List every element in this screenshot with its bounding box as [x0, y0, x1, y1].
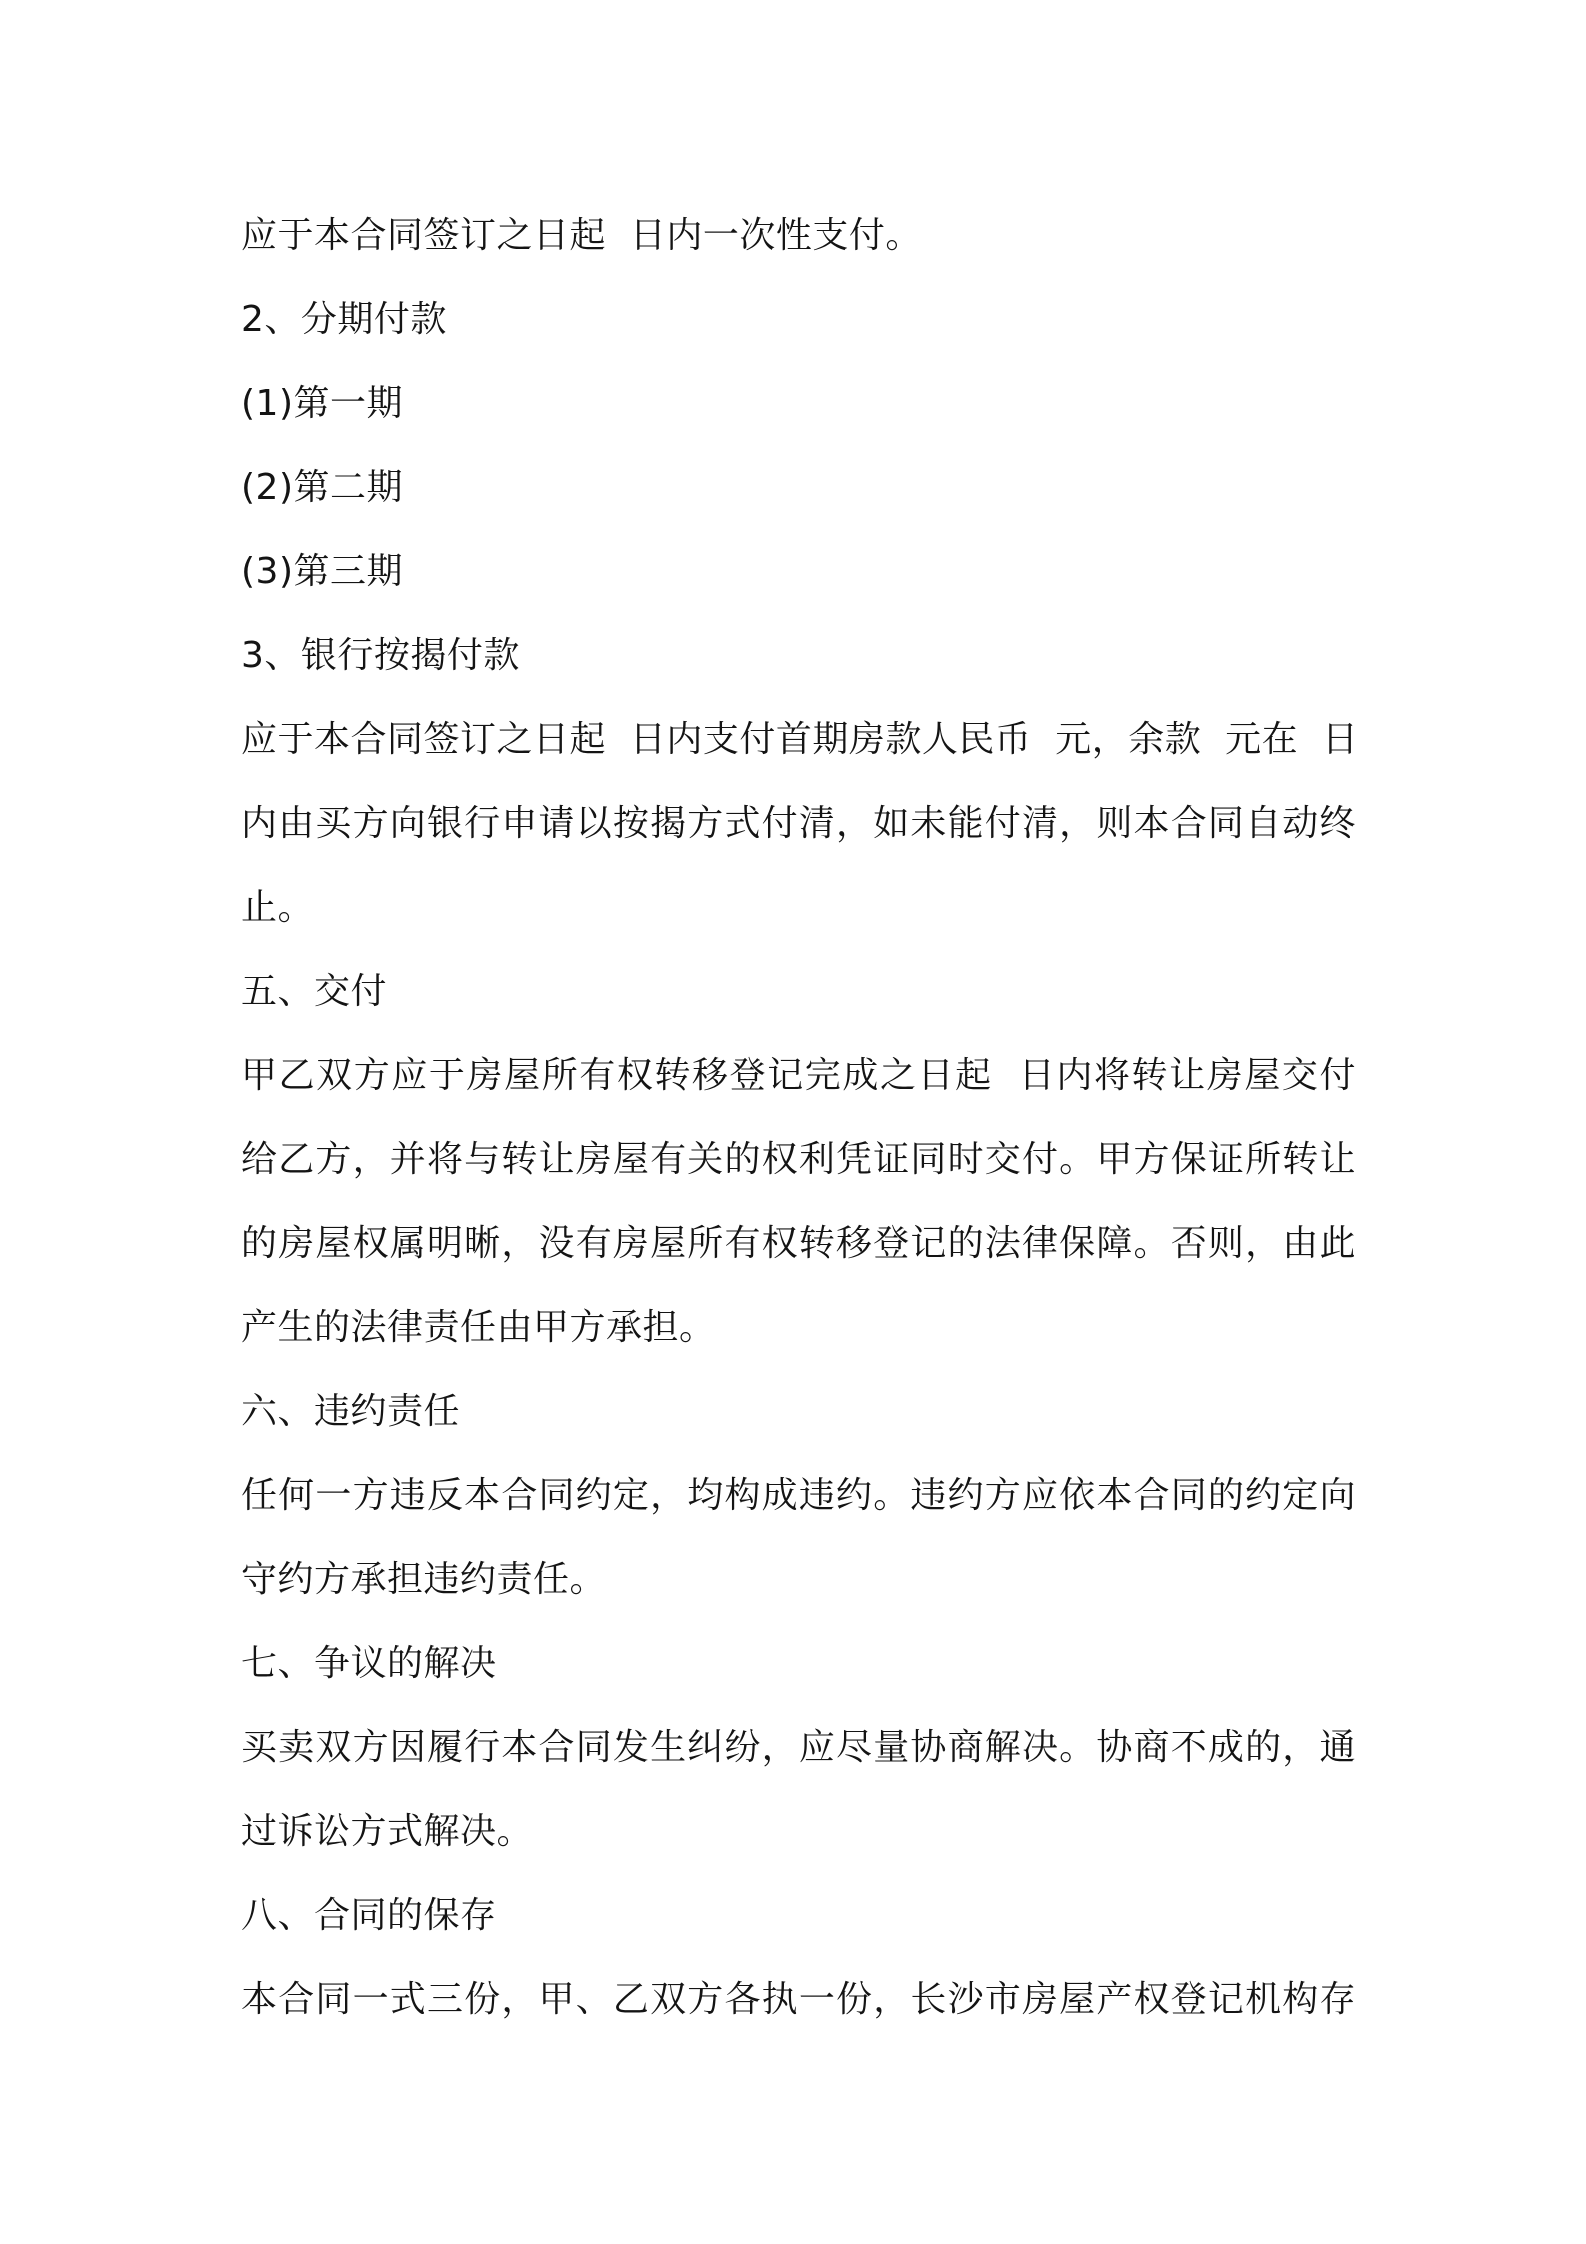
- paragraph-line: 的房屋权属明晰，没有房屋所有权转移登记的法律保障。否则，由此: [241, 1223, 1356, 1264]
- section-heading-delivery: 五、交付: [241, 971, 388, 1012]
- section-heading-dispute: 七、争议的解决: [241, 1643, 497, 1684]
- paragraph-line: 给乙方，并将与转让房屋有关的权利凭证同时交付。甲方保证所转让: [241, 1139, 1356, 1180]
- paragraph-line: 本合同一式三份，甲、乙双方各执一份，长沙市房屋产权登记机构存: [241, 1979, 1356, 2020]
- dispute-paragraph: [241, 1706, 1356, 1874]
- paragraph-line: 过诉讼方式解决。: [241, 1811, 534, 1852]
- paragraph-line: 应于本合同签订之日起 日内支付首期房款人民币 元，余款 元在 日: [241, 719, 1359, 760]
- installment-third: (3)第三期: [241, 551, 403, 592]
- paragraph-line: 产生的法律责任由甲方承担。: [241, 1307, 716, 1348]
- paragraph-line: 内由买方向银行申请以按揭方式付清，如未能付清，则本合同自动终: [241, 803, 1356, 844]
- paragraph-line: 任何一方违反本合同约定，均构成违约。违约方应依本合同的约定向: [241, 1475, 1356, 1516]
- item-installment-heading: 2、分期付款: [241, 299, 447, 340]
- installment-first: (1)第一期: [241, 383, 403, 424]
- paragraph-line: 止。: [241, 887, 315, 928]
- delivery-paragraph: [241, 1034, 1356, 1370]
- section-heading-storage: 八、合同的保存: [241, 1895, 497, 1936]
- storage-paragraph: [241, 1958, 1356, 2042]
- section-heading-breach: 六、违约责任: [241, 1391, 461, 1432]
- installment-second: (2)第二期: [241, 467, 403, 508]
- document-page: [241, 194, 1361, 2042]
- paragraph-line: 买卖双方因履行本合同发生纠纷，应尽量协商解决。协商不成的，通: [241, 1727, 1356, 1768]
- item-mortgage-heading: 3、银行按揭付款: [241, 635, 520, 676]
- breach-paragraph: [241, 1454, 1356, 1622]
- paragraph-line: 守约方承担违约责任。: [241, 1559, 607, 1600]
- payment-lump-sum-text: 应于本合同签订之日起 日内一次性支付。: [241, 215, 922, 256]
- mortgage-paragraph: [241, 698, 1359, 950]
- paragraph-line: 甲乙双方应于房屋所有权转移登记完成之日起 日内将转让房屋交付: [241, 1055, 1356, 1096]
